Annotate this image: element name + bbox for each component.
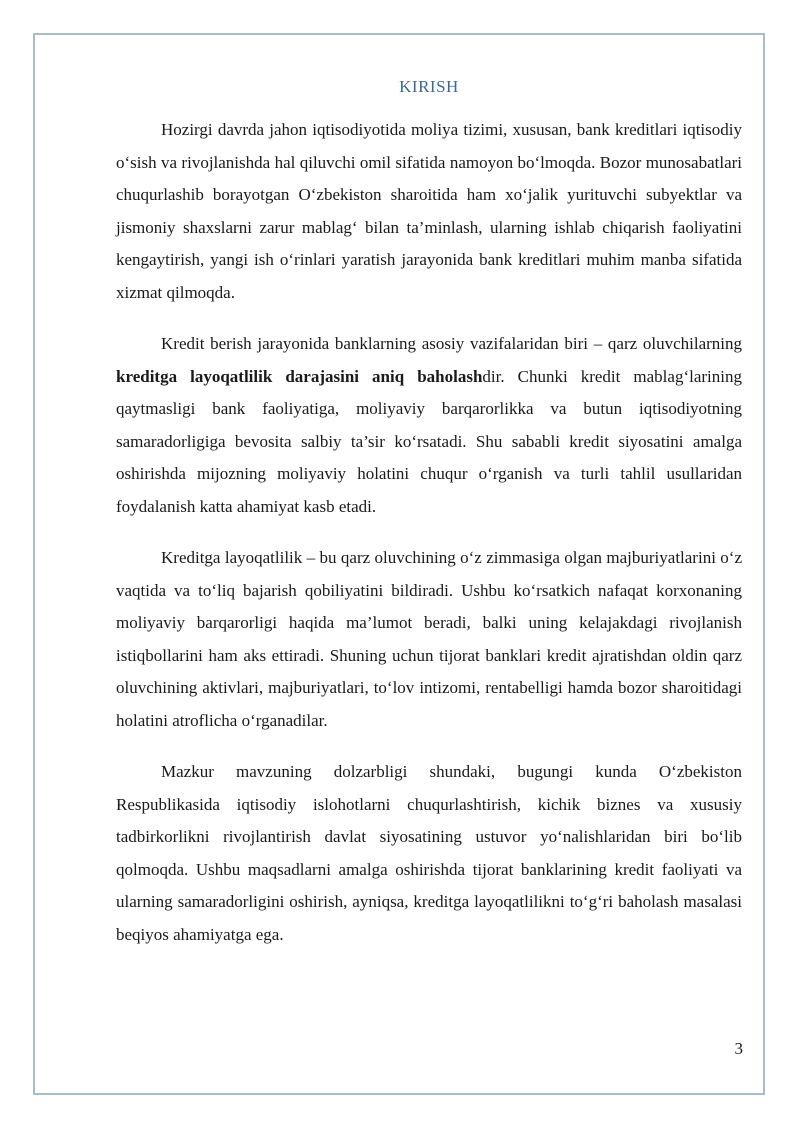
- paragraph-2-start: Kredit berish jarayonida banklarning asosiy vazifalaridan biri – qarz oluvchilarning: [161, 334, 742, 353]
- paragraph-1: Hozirgi davrda jahon iqtisodiyotida moliya tizimi, xususan, bank kreditlari iqtisodiy o‘sish va rivojlanishda hal qiluvchi omil sifatida namoyon bo‘lmoqda. Bozor munosabatlari chuqurlashib borayotgan O‘zbekiston sharoitida ham xo‘jalik yurituvchi subyektlar va jismoniy shaxslarni zarur mablag‘ bilan ta’minlash, ularning ishlab chiqarish faoliyatini kengaytirish, yangi ish o‘rinlari yaratish jarayonida bank kreditlari muhim manba sifatida xizmat qilmoqda.: [116, 120, 742, 302]
- paragraph-4: Mazkur mavzuning dolzarbligi shundaki, bugungi kunda O‘zbekiston Respublikasida iqtisodiy islohotlarni chuqurlashtirish, kichik biznes va xususiy tadbirkorlikni rivojlantirish davlat siyosatining ustuvor yo‘nalishlaridan biri bo‘lib qolmoqda. Ushbu maqsadlarni amalga oshirishda tijorat banklarining kredit faoliyati va ularning samaradorligini oshirish, ayniqsa, kreditga layoqatlilikni to‘g‘ri baholash masalasi beqiyos ahamiyatga ega.: [116, 762, 742, 944]
- paragraph-3: Kreditga layoqatlilik – bu qarz oluvchining o‘z zimmasiga olgan majburiyatlarini o‘z vaqtida va to‘liq bajarish qobiliyatini bildiradi. Ushbu ko‘rsatkich nafaqat korxonaning moliyaviy barqarorligi haqida ma’lumot beradi, balki uning kelajakdagi rivojlanish istiqbollarini ham aks ettiradi. Shuning uchun tijorat banklari kredit ajratishdan oldin qarz oluvchining aktivlari, majburiyatlari, to‘lov intizomi, rentabelligi hamda bozor sharoitidagi holatini atroflicha o‘rganadilar.: [116, 548, 742, 730]
- document-body: [116, 72, 742, 970]
- page-number: 3: [734, 1039, 743, 1058]
- section-heading: KIRISH: [399, 77, 459, 96]
- paragraph-2: [116, 328, 742, 523]
- paragraph-2-end: dir. Chunki kredit mablag‘larining qaytmasligi bank faoliyatiga, moliyaviy barqarorlikka va butun iqtisodiyotning samaradorligiga bevosita salbiy ta’sir ko‘rsatadi. Shu sababli kredit siyosatini amalga oshirishda mijozning moliyaviy holatini chuqur o‘rganish va turli tahlil usullaridan foydalanish katta ahamiyat kasb etadi.: [116, 366, 742, 516]
- paragraph-2-emphasis: kreditga layoqatlilik darajasini aniq baholash: [116, 366, 483, 386]
